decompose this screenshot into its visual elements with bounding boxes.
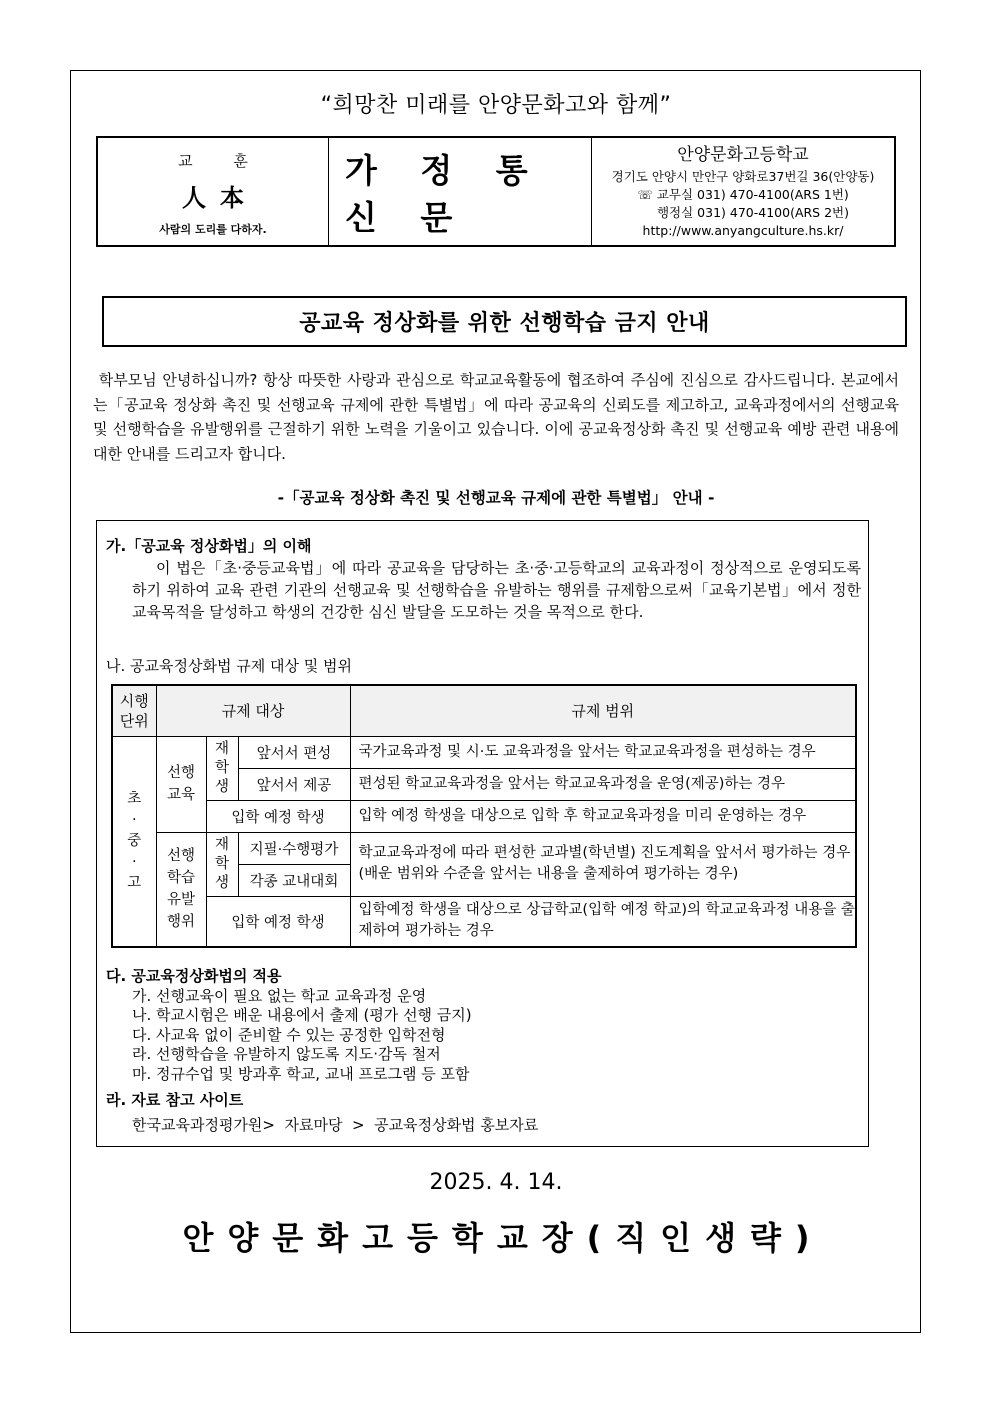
enrolled-students-1: 재 학 생 xyxy=(206,736,238,800)
group-preteaching: 선행 교육 xyxy=(156,736,206,832)
notice-title: 공교육 정상화를 위한 선행학습 금지 안내 xyxy=(102,296,907,347)
school-name: 안양문화고등학교 xyxy=(677,145,809,165)
header-scope: 규제 범위 xyxy=(350,685,856,736)
table-row-scope: 입학 예정 학생을 대상으로 입학 후 학교교육과정을 미리 운영하는 경우 xyxy=(350,800,856,832)
motto-label: 교 훈 xyxy=(178,152,266,170)
motto-subtitle: 사람의 도리를 다하자. xyxy=(159,223,267,236)
section-d-title: 라. 자료 참고 사이트 xyxy=(106,1091,244,1109)
header-target: 규제 대상 xyxy=(156,685,350,736)
list-item: 가. 선행교육이 필요 없는 학교 교육과정 운영 xyxy=(132,986,427,1005)
school-contact-cell xyxy=(592,138,894,245)
table-row-target: 앞서서 편성 xyxy=(238,736,350,768)
section-b-title: 나. 공교육정상화법 규제 대상 및 범위 xyxy=(106,657,352,675)
table-row-scope: 국가교육과정 및 시·도 교육과정을 앞서는 학교교육과정을 편성하는 경우 xyxy=(350,736,856,768)
table-row-target: 입학 예정 학생 xyxy=(206,800,350,832)
phone-admin: 행정실 031) 470-4100(ARS 2번) xyxy=(656,205,849,220)
school-motto-cell xyxy=(98,138,329,245)
table-row-target: 앞서서 제공 xyxy=(238,768,350,800)
list-item: 라. 선행학습을 유발하지 않도록 지도·감독 철저 xyxy=(132,1045,441,1063)
law-info-box xyxy=(96,520,869,1147)
list-item: 다. 사교육 없이 준비할 수 있는 공정한 입학전형 xyxy=(132,1025,446,1044)
section-a-title: 가.「공교육 정상화법」의 이해 xyxy=(106,537,312,555)
table-row-scope: 편성된 학교교육과정을 앞서는 학교교육과정을 운영(제공)하는 경우 xyxy=(350,768,856,800)
list-item: 나. 학교시험은 배운 내용에서 출제 (평가 선행 금지) xyxy=(132,1006,472,1024)
section-d xyxy=(106,1089,538,1136)
enrolled-students-2: 재 학 생 xyxy=(206,832,238,896)
document-type: 가 정 통 신 문 xyxy=(329,138,592,245)
school-address: 경기도 안양시 만안구 양화로37번길 36(안양동) xyxy=(611,169,875,184)
group-inducing-acts: 선행 학습 유발 행위 xyxy=(156,832,206,947)
regulation-table xyxy=(111,684,857,948)
table-row-scope: 입학예정 학생을 대상으로 상급학교(입학 예정 학교)의 학교교육과정 내용을 출제하여 평가하는 경우 xyxy=(350,896,856,947)
reference-site-path: 한국교육과정평가원> 자료마당 > 공교육정상화법 홍보자료 xyxy=(132,1116,539,1134)
section-a xyxy=(106,535,861,623)
law-heading: -「공교육 정상화 촉진 및 선행교육 규제에 관한 특별법」 안내 - xyxy=(277,489,715,507)
table-row-target: 지필·수행평가 xyxy=(238,832,350,864)
slogan: “희망찬 미래를 안양문화고와 함께” xyxy=(320,93,672,118)
table-row-target: 입학 예정 학생 xyxy=(206,896,350,947)
motto: 人本 xyxy=(182,184,258,212)
phone-academic: ☏ 교무실 031) 470-4100(ARS 1번) xyxy=(637,187,849,202)
intro-paragraph xyxy=(93,368,899,466)
section-c-title: 다. 공교육정상화법의 적용 xyxy=(106,967,282,985)
section-c xyxy=(106,967,472,1084)
issue-date: 2025. 4. 14. xyxy=(429,1170,563,1195)
table-row-target: 각종 교내대회 xyxy=(238,864,350,896)
unit-cell: 초 · 중 · 고 xyxy=(112,736,156,947)
list-item: 마. 정규수업 및 방과후 학교, 교내 프로그램 등 포함 xyxy=(132,1064,470,1083)
school-url[interactable]: http://www.anyangculture.hs.kr/ xyxy=(642,223,844,238)
section-a-body: 이 법은「초·중등교육법」에 따라 공교육을 담당하는 초·중·고등학교의 교육과정이 정상적으로 운영되도록 하기 위하여 교육 관련 기관의 선행교육 및 선행학습을 유발하는 행위를 규제함으로써「교육기본법」에서 정한 교육목적을 달성하고 학생의 건강한 심신 발달을 도모하는 것을 목적으로 한다. xyxy=(132,559,861,621)
letterhead xyxy=(96,136,896,247)
header-unit: 시행 단위 xyxy=(112,685,156,736)
principal-signature: 안양문화고등학교장(직인생략) xyxy=(182,1219,824,1257)
intro-text: 학부모님 안녕하십니까? 항상 따뜻한 사랑과 관심으로 학교교육활동에 협조하여 주심에 진심으로 감사드립니다. 본교에서는「공교육 정상화 촉진 및 선행교육 규제에 관한 특별법」에 따라 공교육의 신뢰도를 제고하고, 교육과정에서의 선행교육 및 선행학습을 유발행위를 근절하기 위한 노력을 기울이고 있습니다. 이에 공교육정상화 촉진 및 선행교육 예방 관련 내용에 대한 안내를 드리고자 합니다. xyxy=(93,371,899,463)
table-row-scope: 학교교육과정에 따라 편성한 교과별(학년별) 진도계획을 앞서서 평가하는 경우(배운 범위와 수준을 앞서는 내용을 출제하여 평가하는 경우) xyxy=(350,832,856,896)
